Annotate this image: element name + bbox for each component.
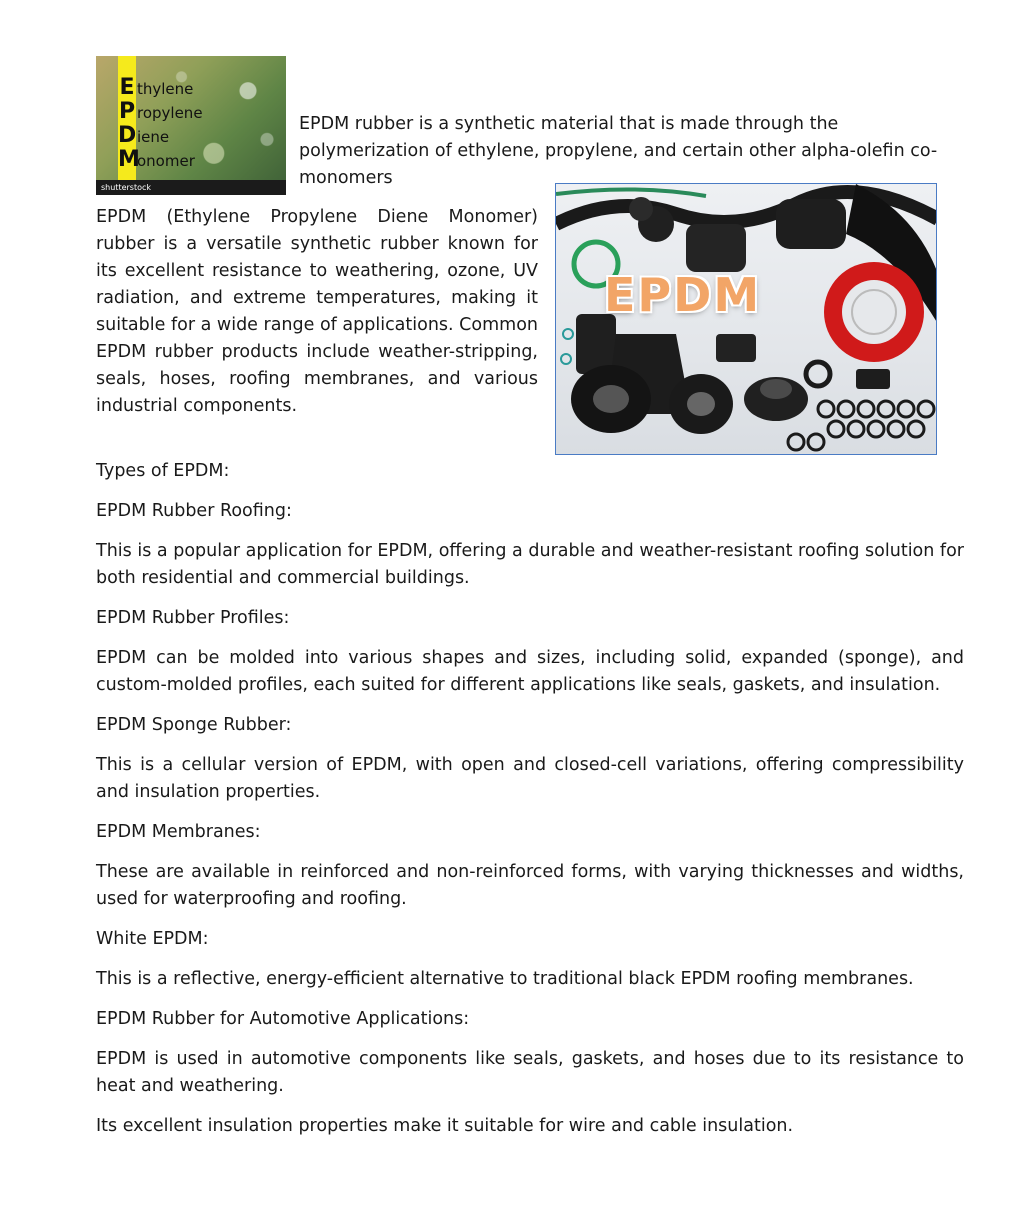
acronym-word: onomer [137, 152, 195, 170]
acronym-word: ropylene [137, 104, 203, 122]
automotive-heading: EPDM Rubber for Automotive Applications: [96, 1009, 470, 1029]
profiles-heading: EPDM Rubber Profiles: [96, 608, 290, 628]
lead-paragraph: EPDM (Ethylene Propylene Diene Monomer) rubber is a versatile synthetic rubber known for its excellent resistance to weathering, ozone, UV radiation, and extreme temperatures, making it suitable for a wide range of applications. Common EPDM rubber products include weather-stripping, seals, hoses, roofing membranes, and various industrial components. [96, 207, 538, 416]
roofing-text: This is a popular application for EPDM, offering a durable and weather-resistant roofing solution for both residential and commercial buildings. [96, 541, 964, 588]
acronym-word: thylene [137, 80, 194, 98]
watermark-text: shutterstock [96, 180, 286, 195]
types-section [96, 458, 964, 1153]
sponge-heading: EPDM Sponge Rubber: [96, 715, 292, 735]
acronym-letter: E [119, 75, 135, 100]
sponge-text: This is a cellular version of EPDM, with open and closed-cell variations, offering compressibility and insulation properties. [96, 755, 964, 802]
acronym-letter: M [118, 147, 140, 172]
insulation-text: Its excellent insulation properties make it suitable for wire and cable insulation. [96, 1116, 794, 1136]
profiles-text: EPDM can be molded into various shapes and sizes, including solid, expanded (sponge), and custom-molded profiles, each suited for different applications like seals, gaskets, and insulation. [96, 648, 964, 695]
epdm-acronym-image [96, 56, 286, 195]
white-heading: White EPDM: [96, 929, 209, 949]
acronym-letter: D [118, 123, 137, 148]
white-text: This is a reflective, energy-efficient alternative to traditional black EPDM roofing membranes. [96, 969, 914, 989]
types-heading: Types of EPDM: [96, 461, 230, 481]
roofing-heading: EPDM Rubber Roofing: [96, 501, 292, 521]
automotive-text: EPDM is used in automotive components like seals, gaskets, and hoses due to its resistance to heat and weathering. [96, 1049, 964, 1096]
photo-overlay-text: EPDM [604, 268, 762, 322]
membranes-heading: EPDM Membranes: [96, 822, 261, 842]
epdm-products-photo [555, 183, 937, 455]
membranes-text: These are available in reinforced and non-reinforced forms, with varying thicknesses and widths, used for waterproofing and roofing. [96, 862, 964, 909]
intro-paragraph: EPDM rubber is a synthetic material that is made through the polymerization of ethylene, propylene, and certain other alpha-olefin co-monomers [299, 114, 938, 188]
acronym-word: iene [137, 128, 170, 146]
acronym-letter: P [118, 99, 136, 124]
